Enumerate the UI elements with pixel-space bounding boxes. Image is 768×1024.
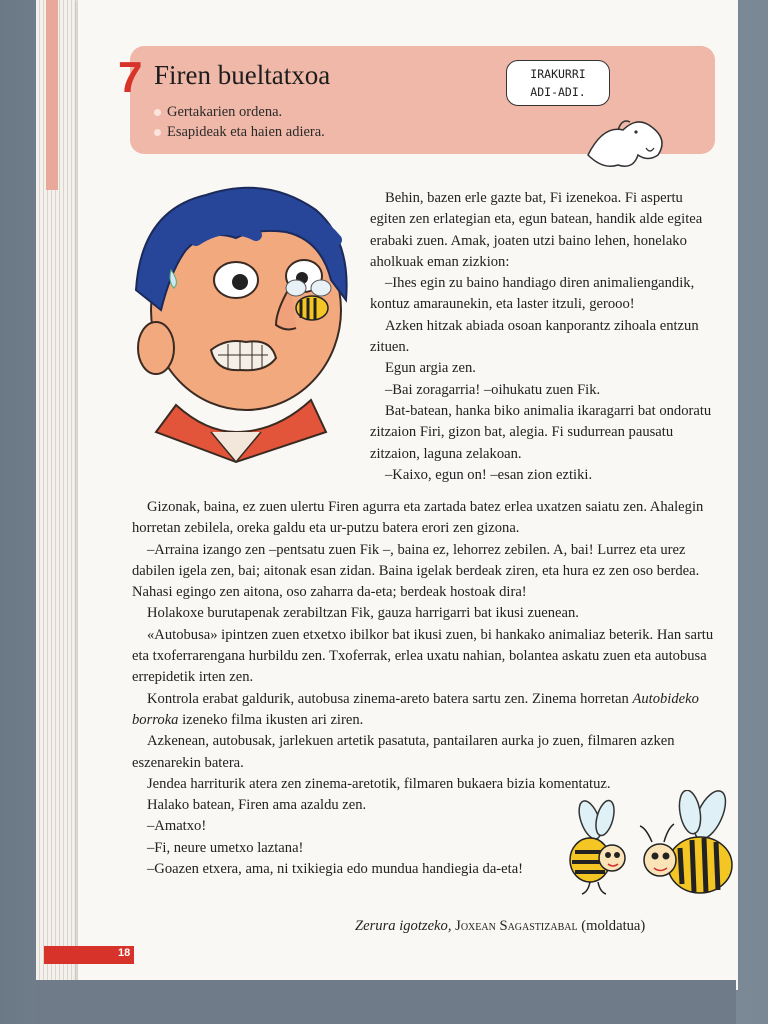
man-with-bee-illustration-icon <box>116 170 366 470</box>
paragraph: –Kaixo, egun on! –esan zion eztiki. <box>385 466 593 483</box>
paragraph: Halako batean, Firen ama azaldu zen. <box>147 797 367 814</box>
chapter-number: 7 <box>118 53 143 102</box>
read-badge-bubble: IRAKURRI ADI-ADI. <box>506 60 610 106</box>
bullet-icon <box>154 109 161 116</box>
page-stack-edge <box>36 0 80 985</box>
paragraph: –Goazen etxera, ama, ni txikiegia edo mundua handiegia da-eta! <box>147 861 524 878</box>
page-number: 18 <box>118 947 131 959</box>
paragraph: –Fi, neure umetxo laztana! <box>147 839 304 856</box>
source-credit: Zerura igotzeko, Joxean Sagastizabal (moldatua) <box>355 918 646 934</box>
objective-item: Gertakarien ordena. <box>154 102 325 122</box>
paragraph: Gizonak, baina, ez zuen ulertu Firen agurra eta zartada batez erlea uxatzen saiatu zen. Ahalegin horretan zebilela, oreka galdu eta ur-putzu batera erori zen gizona. <box>132 499 704 537</box>
two-bees-illustration-icon <box>560 790 738 900</box>
desk-bottom <box>36 980 736 1024</box>
paragraph: –Arraina izango zen –pentsatu zuen Fik –, baina ez, lehorrez zebilen. A, bai! Lurrez eta urez dabilen igela zen, bai; aitonak esan zidan. Baina igelak berdeak ziren, eta hura ez zen oso berdea. Nahasi egingo zen aitona, oso zaharra da-eta; berdeak hostoak dira! <box>132 541 700 601</box>
paragraph: –Ihes egin zu baino handiago diren animaliengandik, kontuz amaraunekin, eta laster itzuli, gerooo! <box>370 275 695 313</box>
story-column-right <box>370 188 712 486</box>
chapter-title: Firen bueltatxoa <box>154 60 331 90</box>
film-title: Autobideko borroka <box>132 690 699 728</box>
paragraph: Azkenean, autobusak, jarlekuen artetik pasatuta, pantailaren aurka jo zuen, filmaren azken eszenarekin batera. <box>132 733 675 771</box>
paragraph: –Bai zoragarria! –oihukatu zuen Fik. <box>385 381 601 398</box>
paragraph: Jendea harriturik atera zen zinema-aretotik, filmaren bukaera bizia komentatuz. <box>147 775 611 792</box>
paragraph: Egun argia zen. <box>385 360 476 377</box>
objective-item: Esapideak eta haien adiera. <box>154 122 325 142</box>
paragraph: Behin, bazen erle gazte bat, Fi izenekoa. Fi aspertu egiten zen erlategian eta, egun batean, handik alde egitea erabaki zuen. Amak, joaten utzi baino lehen, honelako aholkuak eman zizkion: <box>370 190 703 270</box>
bird-illustration-icon <box>578 100 673 175</box>
bullet-icon <box>154 129 161 136</box>
paragraph: Holakoxe burutapenak zerabiltzan Fik, gauza harrigarri bat ikusi zuenean. <box>147 605 579 622</box>
paragraph: «Autobusa» ipintzen zuen etxetxo ibilkor bat ikusi zuen, bi hankako animaliaz beterik. Han sartu eta txoferrarengana hurbildu zen. Txoferrak, erlea uxatu nahian, bolantea askatu zuen eta autobusa errepidetik irten zen. <box>132 626 714 686</box>
paragraph: Kontrola erabat galdurik, autobusa zinema-areto batera sartu zen. Zinema horretan Autobideko borroka izeneko filma ikusten ari ziren. <box>132 690 699 728</box>
paragraph: Bat-batean, hanka biko animalia ikaragarri bat ondoratu zitzaion Firi, gizon bat, alegia. Fi sudurrean pausatu zitzaion, laguna zelakoan. <box>370 402 712 462</box>
objectives-list <box>154 102 325 142</box>
paragraph: –Amatxo! <box>147 818 207 835</box>
paragraph: Azken hitzak abiada osoan kanporantz zihoala entzun zituen. <box>370 317 699 356</box>
